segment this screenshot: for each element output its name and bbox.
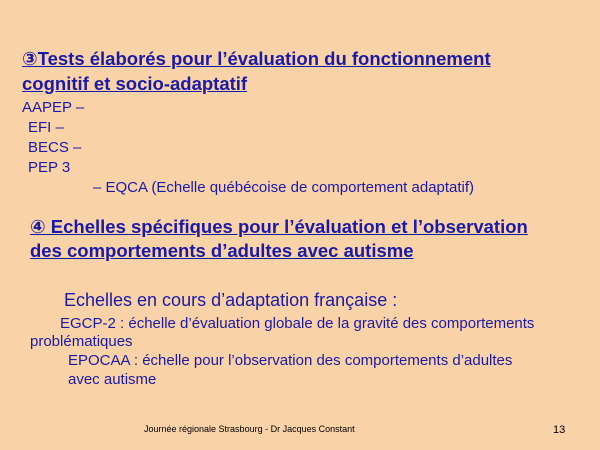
epocaa-line2: avec autisme [68, 371, 157, 388]
section2-heading-line2: des comportements d’adultes avec autisme [30, 240, 414, 261]
page-number: 13 [553, 424, 566, 436]
section2-intro: Echelles en cours d’adaptation française : [64, 290, 398, 310]
section1-heading-line2: cognitif et socio-adaptatif [22, 73, 248, 94]
footer-text: Journée régionale Strasbourg - Dr Jacques Constant [144, 424, 355, 434]
list-item: BECS – [28, 139, 82, 156]
egcp-line2: problématiques [30, 333, 133, 350]
section1-heading-line1: ③Tests élaborés pour l’évaluation du fonctionnement [22, 48, 491, 69]
epocaa-line1: EPOCAA : échelle pour l’observation des comportements d’adultes [68, 352, 513, 369]
egcp-line1: EGCP-2 : échelle d’évaluation globale de la gravité des comportements [60, 315, 535, 332]
list-item: PEP 3 [28, 159, 71, 176]
sub-list-item: – EQCA (Echelle québécoise de comportement adaptatif) [93, 179, 475, 196]
list-item: EFI – [28, 119, 64, 136]
section2-heading-line1: ④ Echelles spécifiques pour l’évaluation et l’observation [30, 216, 528, 237]
list-item: AAPEP – [22, 99, 85, 116]
